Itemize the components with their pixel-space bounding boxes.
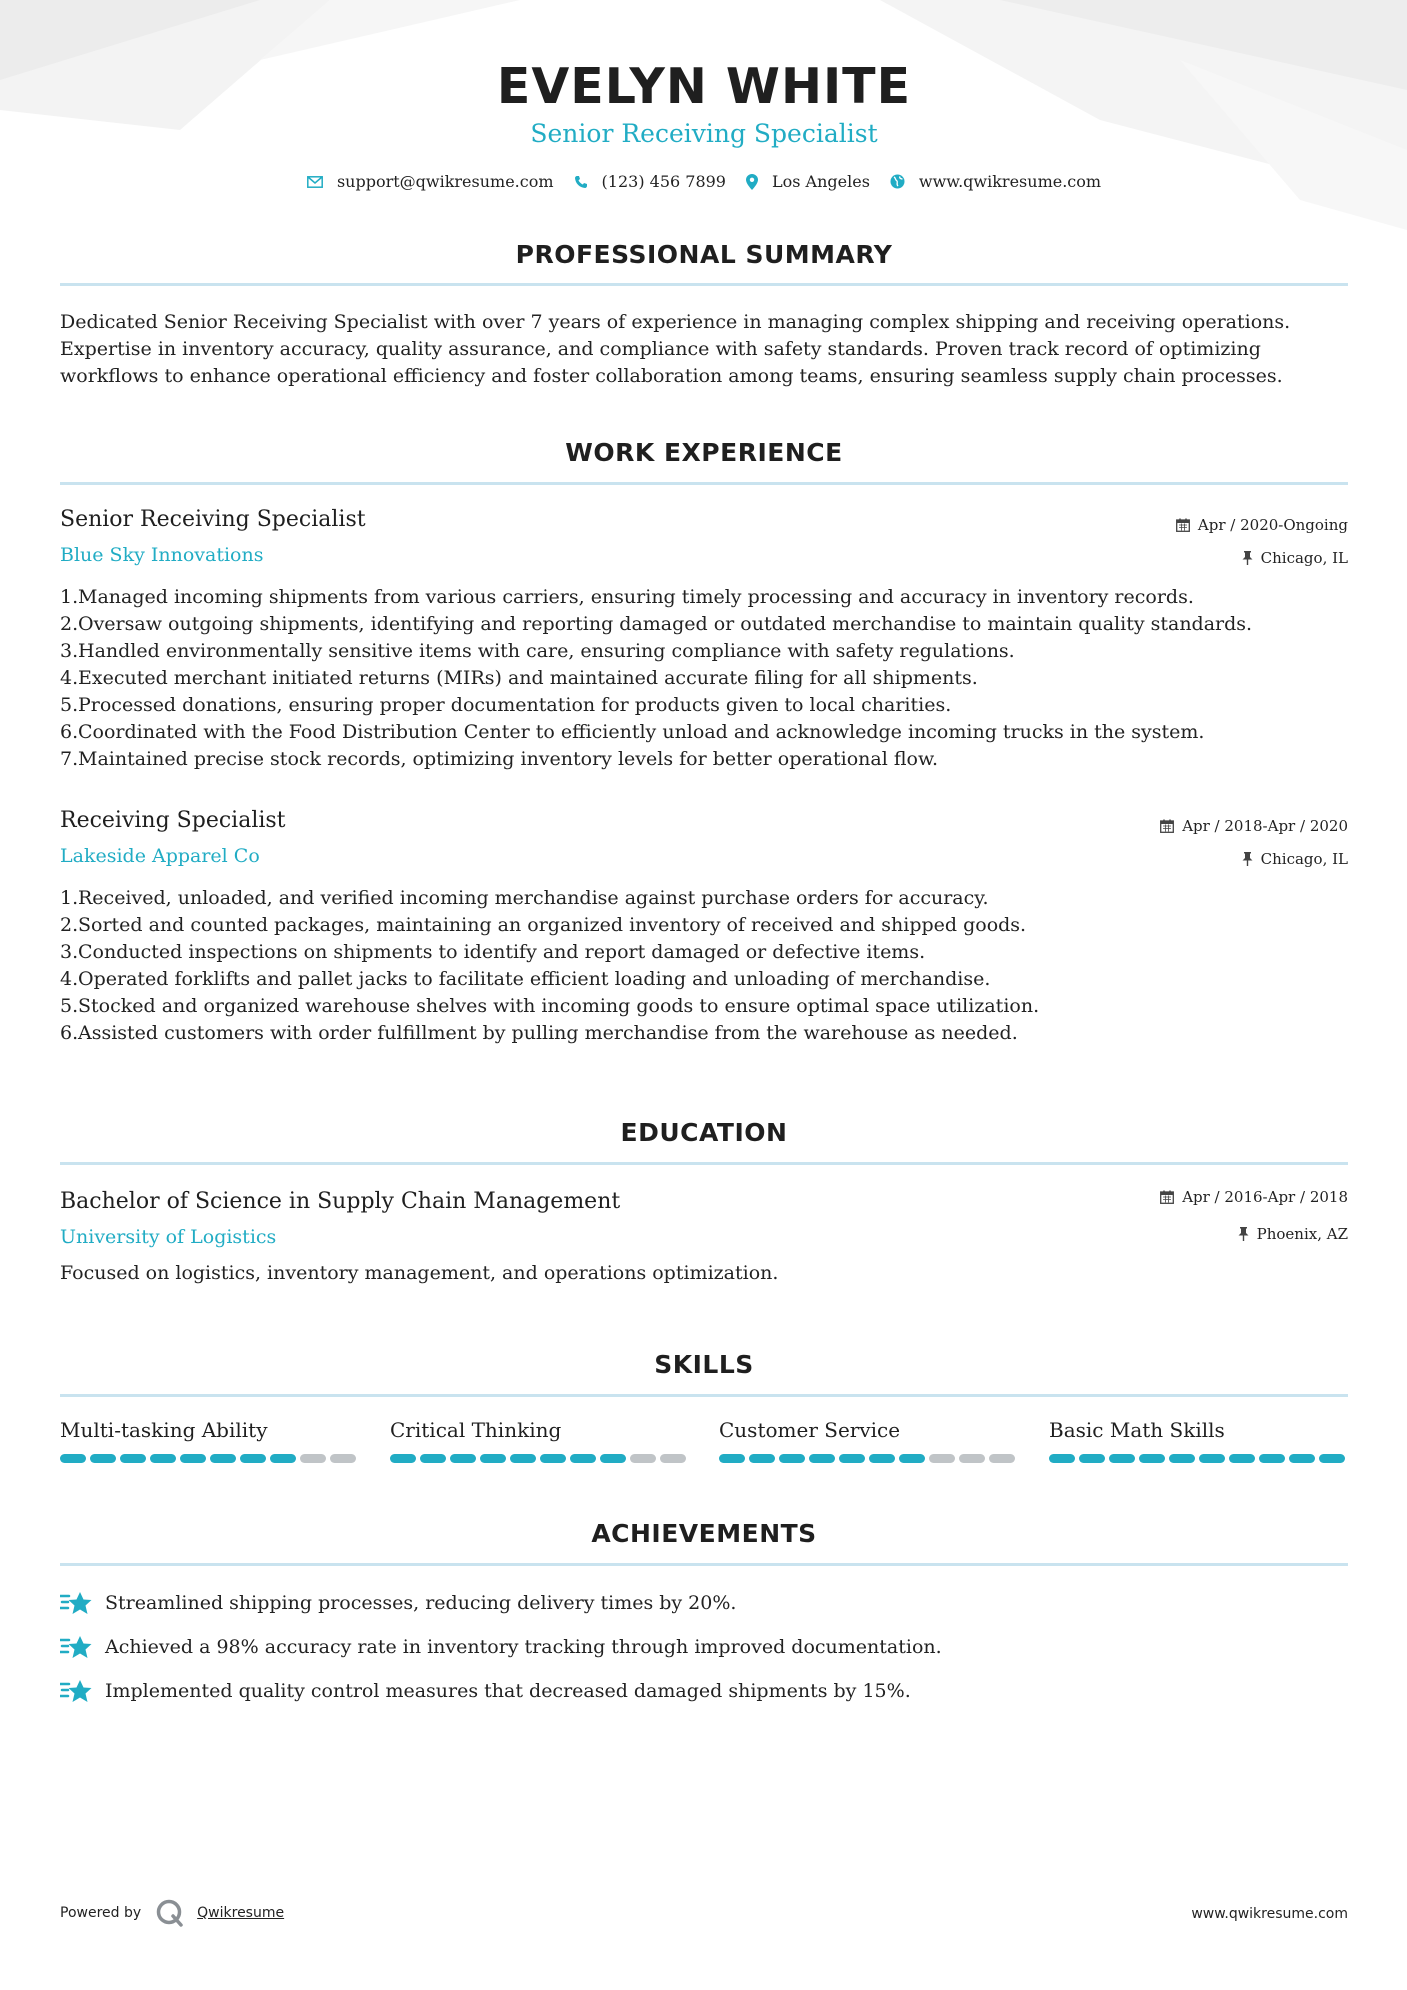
job-duties-list [60,584,1348,773]
achievement-text: Streamlined shipping processes, reducing delivery times by 20%. [105,1592,737,1614]
skill-segment-empty [959,1454,985,1463]
skill-name: Multi-tasking Ability [60,1418,268,1442]
achievement-text: Implemented quality control measures that decreased damaged shipments by 15%. [105,1680,911,1702]
skill-segment-filled [570,1454,596,1463]
skill-segment-filled [1259,1454,1285,1463]
skill-rating [1049,1454,1349,1463]
skill-segment-filled [120,1454,146,1463]
list-item: 3.Conducted inspections on shipments to identify and report damaged or defective items. [60,941,926,963]
job-title: Receiving Specialist [60,808,286,833]
pushpin-icon [1242,551,1253,565]
job-location [1242,549,1348,567]
skill-segment-filled [150,1454,176,1463]
skill-rating [719,1454,1019,1463]
job-duties-list [60,885,1348,1047]
skill-segment-filled [480,1454,506,1463]
list-item: 7.Maintained precise stock records, optimizing inventory levels for better operational flow. [60,748,939,770]
contact-website[interactable] [890,172,1101,191]
job-company: Blue Sky Innovations [60,544,264,566]
calendar-icon [1176,518,1190,532]
skill-segment-filled [1289,1454,1315,1463]
skill-segment-filled [600,1454,626,1463]
footer-website[interactable]: www.qwikresume.com [1191,1906,1348,1922]
skill-rating [60,1454,360,1463]
list-item: 2.Oversaw outgoing shipments, identifying and reporting damaged or outdated merchandise to maintain quality standards. [60,613,1253,635]
phone-icon [574,175,588,189]
calendar-icon [1160,819,1174,833]
list-item: 6.Assisted customers with order fulfillment by pulling merchandise from the warehouse as needed. [60,1022,1018,1044]
job-dates [1176,516,1348,534]
candidate-title: Senior Receiving Specialist [530,119,878,148]
list-item: 1.Managed incoming shipments from various carriers, ensuring timely processing and accuracy in inventory records. [60,586,1194,608]
header-background [0,0,1407,230]
skill-segment-filled [809,1454,835,1463]
job-dates [1160,817,1348,835]
skill-segment-filled [899,1454,925,1463]
skill-segment-filled [1229,1454,1255,1463]
achievement-item [60,1634,942,1660]
skill-segment-filled [90,1454,116,1463]
job-dates-text: Apr / 2018-Apr / 2020 [1182,817,1348,835]
achievement-text: Achieved a 98% accuracy rate in inventory tracking through improved documentation. [105,1636,942,1658]
skill-segment-filled [540,1454,566,1463]
skill-segment-filled [749,1454,775,1463]
skill-segment-filled [1199,1454,1225,1463]
qwikresume-link[interactable]: Qwikresume [197,1905,285,1921]
skill-segment-filled [270,1454,296,1463]
shooting-star-icon [60,1678,93,1704]
job-company: Lakeside Apparel Co [60,845,260,867]
job-location-text: Chicago, IL [1260,549,1348,567]
skill-segment-filled [420,1454,446,1463]
achievement-item [60,1678,911,1704]
shooting-star-icon [60,1634,93,1660]
job-title: Senior Receiving Specialist [60,507,366,532]
skill-segment-empty [660,1454,686,1463]
education-description: Focused on logistics, inventory management, and operations optimization. [60,1262,779,1284]
skill-item [719,1418,1019,1463]
experience-divider [60,482,1348,485]
education-location-text: Phoenix, AZ [1256,1225,1348,1243]
experience-heading: WORK EXPERIENCE [565,438,843,467]
skill-name: Critical Thinking [390,1418,562,1442]
school-name: University of Logistics [60,1226,277,1248]
contact-website-text: www.qwikresume.com [918,172,1102,191]
summary-divider [60,283,1348,286]
list-item: 6.Coordinated with the Food Distribution Center to efficiently unload and acknowledge incoming trucks in the system. [60,721,1205,743]
achievement-item [60,1590,736,1616]
footer-powered-by [60,1898,284,1928]
skill-segment-filled [60,1454,86,1463]
contact-email-text: support@qwikresume.com [336,172,554,191]
skill-segment-filled [1139,1454,1165,1463]
calendar-icon [1160,1190,1174,1204]
summary-heading: PROFESSIONAL SUMMARY [515,240,893,269]
map-pin-icon [746,174,758,190]
list-item: 4.Executed merchant initiated returns (MIRs) and maintained accurate filing for all shipments. [60,667,978,689]
skill-segment-filled [180,1454,206,1463]
skill-segment-empty [300,1454,326,1463]
skills-divider [60,1394,1348,1397]
skill-segment-filled [719,1454,745,1463]
skill-rating [390,1454,690,1463]
envelope-icon [307,176,323,188]
degree-title: Bachelor of Science in Supply Chain Management [60,1189,621,1214]
job-location [1242,850,1348,868]
skill-segment-filled [869,1454,895,1463]
globe-icon [890,174,905,189]
skill-segment-empty [630,1454,656,1463]
skill-item [390,1418,690,1463]
contact-phone[interactable] [574,172,726,191]
skill-segment-filled [510,1454,536,1463]
education-dates [1160,1188,1348,1206]
skill-segment-filled [210,1454,236,1463]
skill-segment-filled [450,1454,476,1463]
job-location-text: Chicago, IL [1260,850,1348,868]
contact-phone-text: (123) 456 7899 [601,172,726,191]
pushpin-icon [1238,1227,1249,1241]
list-item: 1.Received, unloaded, and verified incoming merchandise against purchase orders for accuracy. [60,887,989,909]
list-item: 4.Operated forklifts and pallet jacks to facilitate efficient loading and unloading of merchandise. [60,968,991,990]
list-item: 5.Stocked and organized warehouse shelves with incoming goods to ensure optimal space utilization. [60,995,1040,1017]
skills-heading: SKILLS [654,1350,754,1379]
skill-name: Customer Service [719,1418,901,1442]
achievements-heading: ACHIEVEMENTS [591,1519,817,1548]
skill-segment-empty [330,1454,356,1463]
contact-bar [60,172,1348,191]
skill-item [60,1418,360,1463]
pushpin-icon [1242,852,1253,866]
education-divider [60,1162,1348,1165]
skill-segment-filled [240,1454,266,1463]
shooting-star-icon [60,1590,93,1616]
list-item: 5.Processed donations, ensuring proper documentation for products given to local charities. [60,694,952,716]
powered-by-label: Powered by [60,1905,142,1921]
list-item: 2.Sorted and counted packages, maintaining an organized inventory of received and shipped goods. [60,914,1027,936]
skill-segment-filled [839,1454,865,1463]
skill-segment-empty [929,1454,955,1463]
skill-segment-filled [390,1454,416,1463]
list-item: 3.Handled environmentally sensitive items with care, ensuring compliance with safety regulations. [60,640,1015,662]
summary-text: Dedicated Senior Receiving Specialist with over 7 years of experience in managing complex shipping and receiving operations. Expertise in inventory accuracy, quality assurance, and compliance with safety standards. Proven track record of optimizing workflows to enhance operational efficiency and foster collaboration among teams, ensuring seamless supply chain processes. [60,311,1291,387]
skill-name: Basic Math Skills [1049,1418,1225,1442]
contact-location-text: Los Angeles [771,172,870,191]
skill-segment-filled [1169,1454,1195,1463]
contact-email[interactable] [307,172,554,191]
skill-segment-empty [989,1454,1015,1463]
skill-segment-filled [1319,1454,1345,1463]
candidate-name: EVELYN WHITE [496,58,912,115]
skill-segment-filled [1079,1454,1105,1463]
skill-item [1049,1418,1349,1463]
education-heading: EDUCATION [620,1118,788,1147]
skill-segment-filled [779,1454,805,1463]
education-location [1238,1225,1348,1243]
skill-segment-filled [1109,1454,1135,1463]
education-dates-text: Apr / 2016-Apr / 2018 [1182,1188,1348,1206]
achievements-divider [60,1563,1348,1566]
job-dates-text: Apr / 2020-Ongoing [1197,516,1348,534]
contact-location [746,172,870,191]
skill-segment-filled [1049,1454,1075,1463]
qwikresume-logo-icon [155,1898,185,1928]
